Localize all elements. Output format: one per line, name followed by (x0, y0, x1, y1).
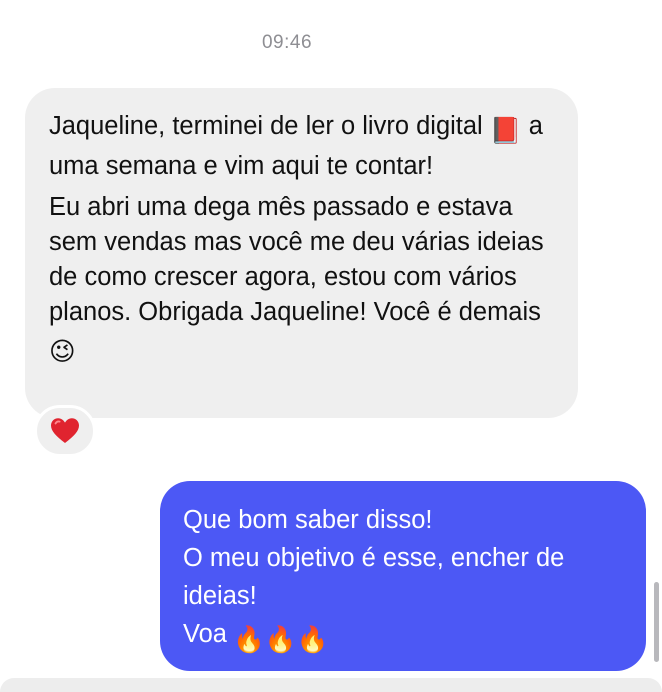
message-composer-edge (0, 678, 662, 692)
incoming-paragraph-1 (49, 109, 558, 184)
outgoing-message-bubble[interactable] (160, 481, 646, 671)
outgoing-line-2: O meu objetivo é esse, encher de ideias! (183, 544, 565, 610)
heart-reaction-badge[interactable] (34, 405, 96, 457)
outgoing-line-1: Que bom saber disso! (183, 506, 433, 534)
incoming-paragraph-2 (49, 190, 558, 370)
incoming-text-part-1: Jaqueline, terminei de ler o livro digital (49, 112, 483, 140)
fire-emoji-icon: 🔥🔥🔥 (232, 626, 329, 654)
incoming-text-part-3: Eu abri uma dega mês passado e estava sem vendas mas você me deu várias ideias de como crescer agora, estou com vários planos. Obrigada Jaqueline! Você é demais (49, 193, 544, 326)
red-heart-icon (50, 417, 80, 445)
wink-emoji-icon: 😉 (49, 338, 76, 366)
outgoing-line-3 (183, 615, 628, 659)
message-timestamp: 09:46 (261, 32, 313, 53)
incoming-text-part-2: a uma semana e vim aqui te contar! (49, 112, 543, 180)
scrollbar[interactable] (654, 582, 659, 662)
incoming-message-bubble[interactable] (25, 88, 578, 418)
outgoing-voa-text: Voa (183, 620, 227, 648)
book-emoji-icon: 📕 (489, 117, 522, 145)
